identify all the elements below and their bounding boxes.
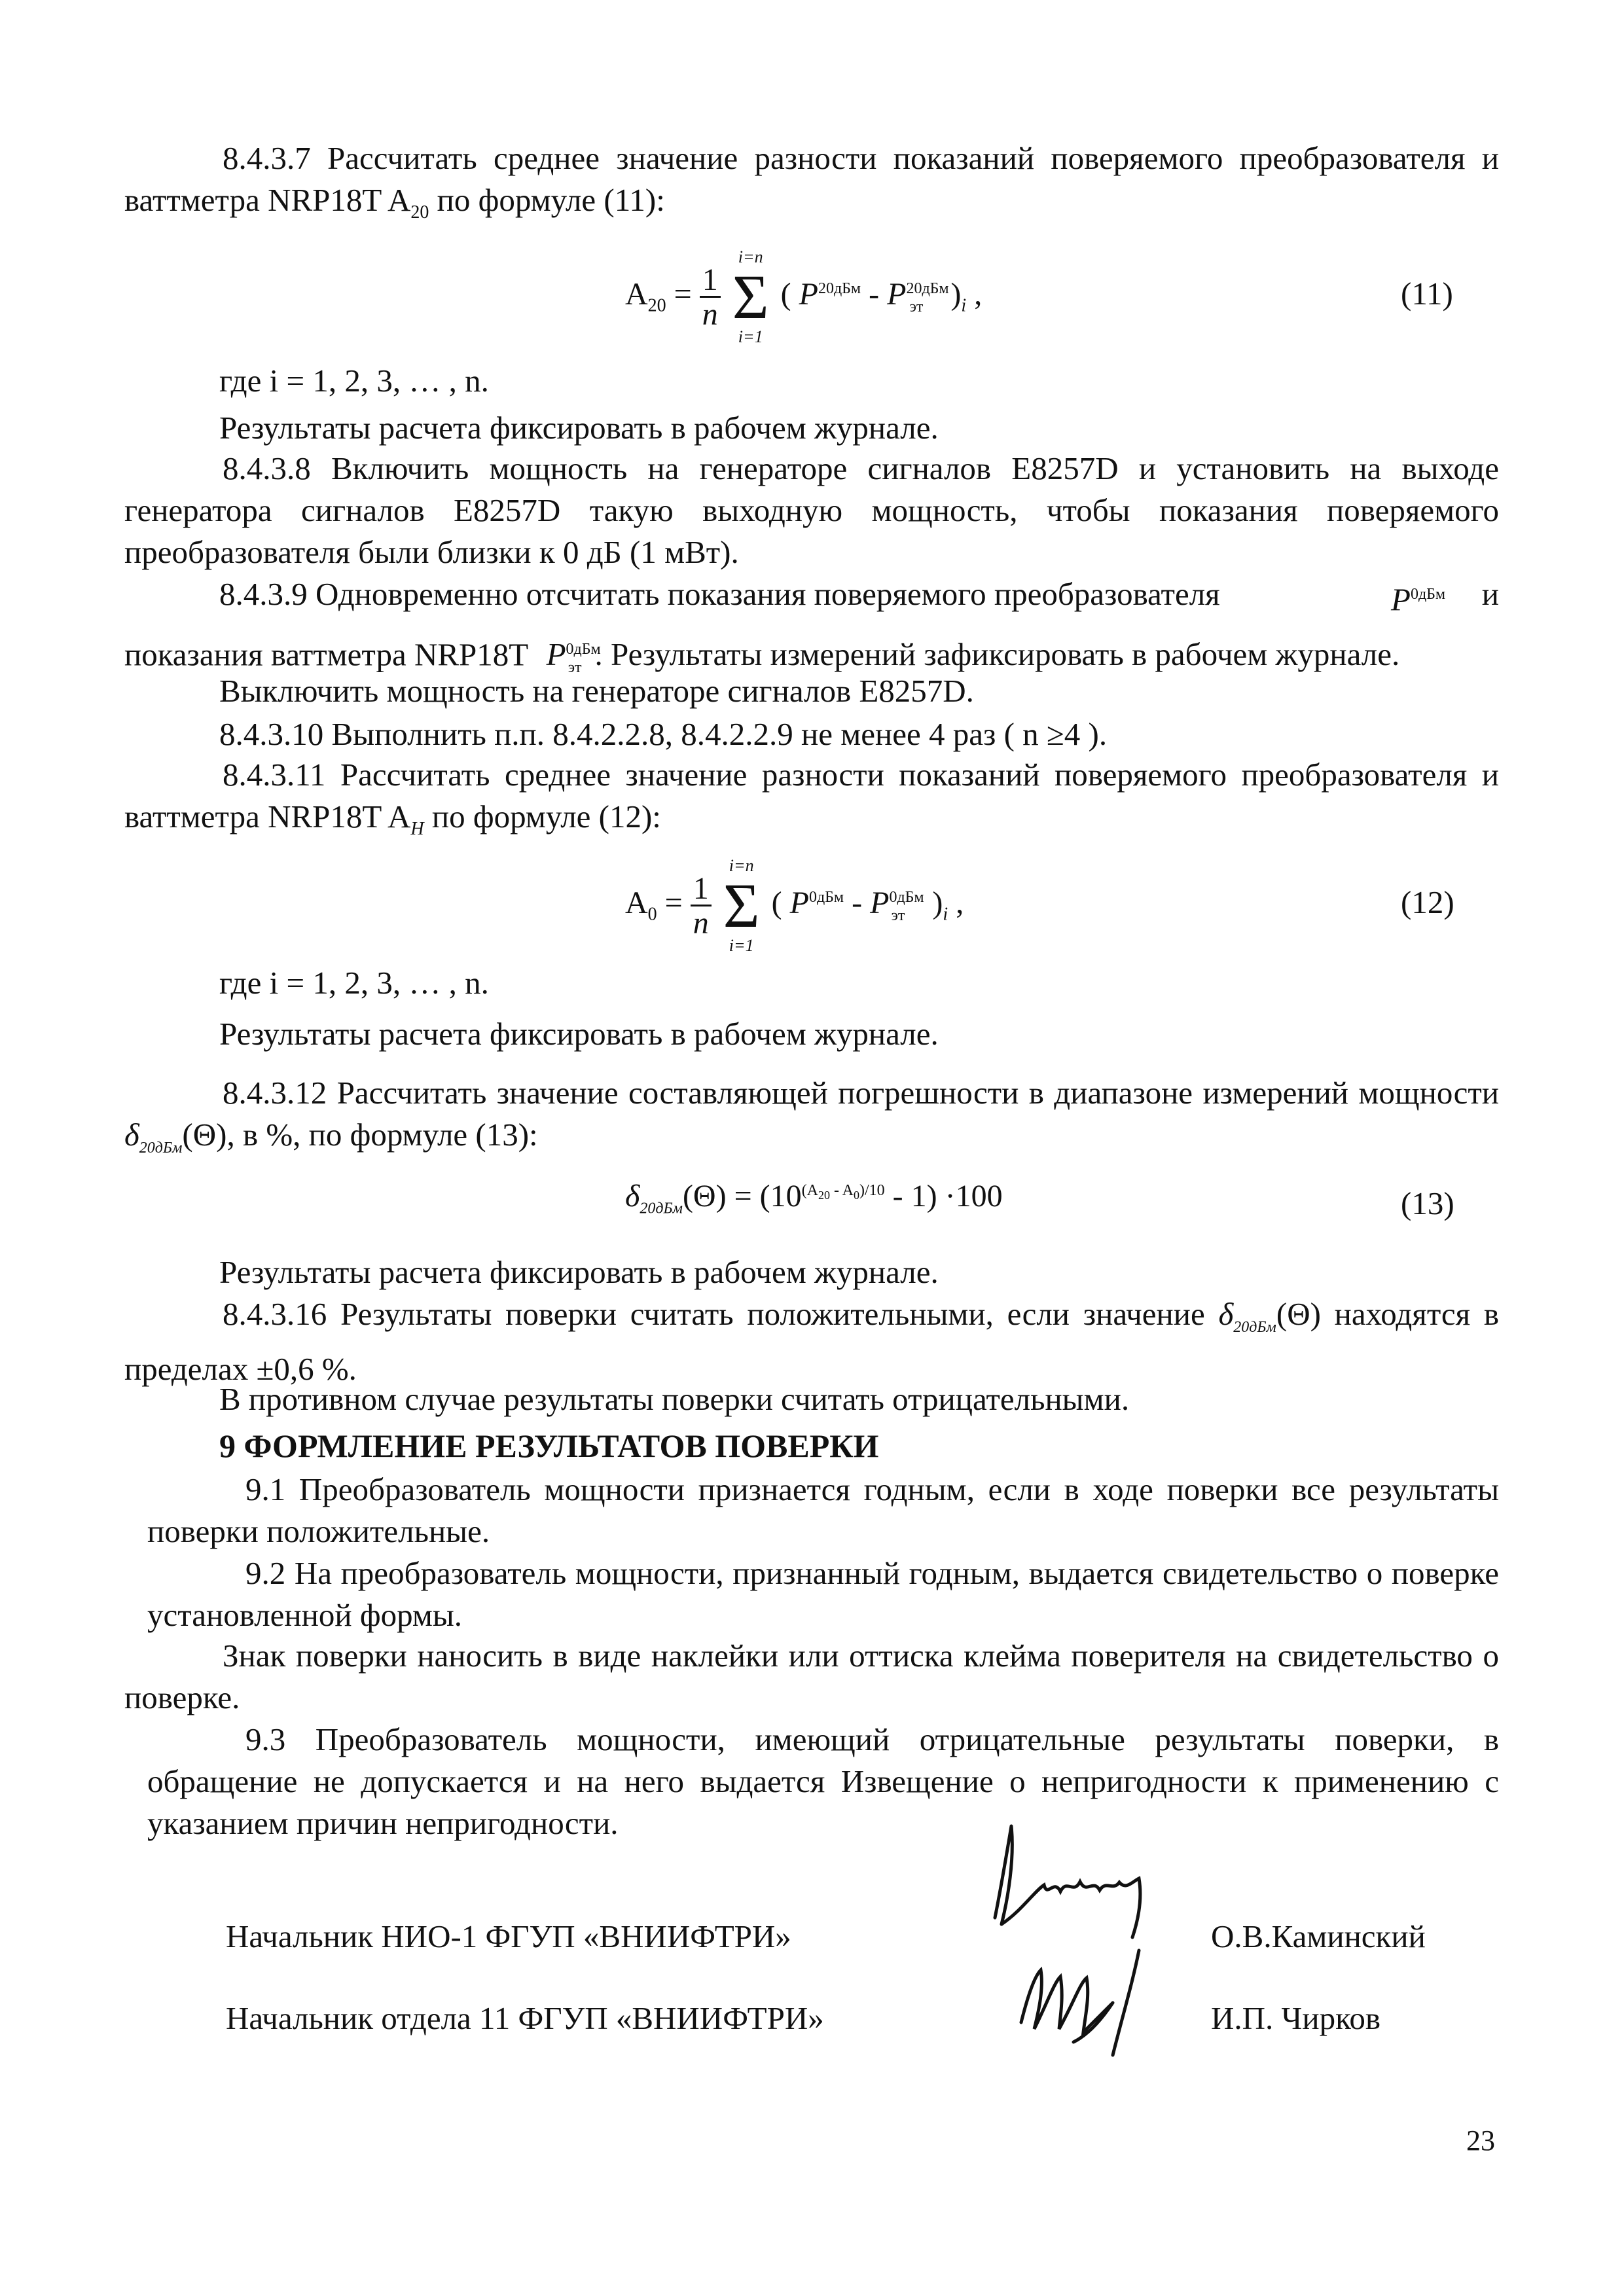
paragraph-8-4-3-9-line1: 8.4.3.9 Одновременно отсчитать показания поверяемого преобразователя $P^{0дБм}$ и xyxy=(219,576,1499,618)
result-note-3: Результаты расчета фиксировать в рабочем журнале. xyxy=(219,1254,939,1290)
paragraph-8-4-3-7: 8.4.3.7 Рассчитать среднее значение разности показаний поверяемого преобразователя и ваттметра NRP18T $A_{20}$ по формуле (11): xyxy=(124,140,1499,223)
signature-position-2: Начальник отдела 11 ФГУП «ВНИИФТРИ» xyxy=(226,2000,824,2036)
where-clause-1: где i = 1, 2, 3, … , n. xyxy=(219,363,489,399)
paragraph-stamp: Знак поверки наносить в виде наклейки или оттиска клейма поверителя на свидетельство о поверке. xyxy=(124,1638,1499,1715)
paragraph-8-4-3-8: 8.4.3.8 Включить мощность на генераторе сигналов E8257D и установить на выходе генератора сигналов E8257D такую выходную мощность, чтобы показания поверяемого преобразователя были близки к 0 дБ (1 мВт). xyxy=(124,450,1499,570)
result-note-1: Результаты расчета фиксировать в рабочем журнале. xyxy=(219,410,939,446)
signature-name-1: О.В.Каминский xyxy=(1211,1918,1426,1954)
paragraph-9-1: 9.1 Преобразователь мощности признается годным, если в ходе поверки все результаты поверки положительные. xyxy=(147,1471,1499,1549)
formula-13: $\delta_{20дБм}(\Theta) = (10^{(A_{20} - A_0)/10} - 1) \cdot 100$ xyxy=(625,1179,1003,1217)
formula-11-number: (11) xyxy=(1401,276,1453,312)
paragraph-9-3: 9.3 Преобразователь мощности, имеющий отрицательные результаты поверки, в обращение не допускается и на него выдается Извещение о непригодности к применению с указанием причин непригодности. xyxy=(147,1721,1499,1841)
section-heading: 9 ФОРМЛЕНИЕ РЕЗУЛЬТАТОВ ПОВЕРКИ xyxy=(219,1427,879,1464)
formula-11: $A_{20}$ = $\frac{1}{n}$ i=n Σ i=1 ( $P^{20дБм} - P^{20дБм}_{эт}$ )$_i$ , xyxy=(625,247,983,346)
signature-name-2: И.П. Чирков xyxy=(1211,2000,1381,2036)
handwritten-signature-2 xyxy=(1008,1924,1172,2062)
result-note-2: Результаты расчета фиксировать в рабочем журнале. xyxy=(219,1016,939,1052)
paragraph-8-4-3-12: 8.4.3.12 Рассчитать значение составляющей погрешности в диапазоне измерений мощности $\delta_{20дБм}(\Theta)$, в %, по формуле (13): xyxy=(124,1075,1499,1157)
paragraph-8-4-3-10: 8.4.3.10 Выполнить п.п. 8.4.2.2.8, 8.4.2.2.9 не менее 4 раз ( n ≥4 ). xyxy=(219,716,1108,752)
paragraph-8-4-3-9-line2: показания ваттметра NRP18T $P^{0дБм}_{эт}$ . Результаты измерений зафиксировать в рабочем журнале. xyxy=(124,636,1400,677)
formula-13-number: (13) xyxy=(1401,1185,1454,1221)
page-number: 23 xyxy=(1466,2125,1495,2157)
signature-position-1: Начальник НИО-1 ФГУП «ВНИИФТРИ» xyxy=(226,1918,791,1954)
paragraph-8-4-3-11: 8.4.3.11 Рассчитать среднее значение разности показаний поверяемого преобразователя и ваттметра NRP18T $A_Н$ по формуле (12): xyxy=(124,757,1499,839)
paragraph-power-off: Выключить мощность на генераторе сигналов E8257D. xyxy=(219,673,974,709)
paragraph-negative-result: В противном случае результаты поверки считать отрицательными. xyxy=(219,1381,1130,1417)
where-clause-2: где i = 1, 2, 3, … , n. xyxy=(219,965,489,1001)
paragraph-8-4-3-16: 8.4.3.16 Результаты поверки считать положительными, если значение $\delta_{20дБм}(\Theta)$ находятся в пределах ±0,6 %. xyxy=(124,1296,1500,1387)
formula-12: $A_0$ = $\frac{1}{n}$ i=n Σ i=1 ( $P^{0дБм} - P^{0дБм}_{эт}$ )$_i$ , xyxy=(625,856,964,955)
paragraph-9-2: 9.2 На преобразователь мощности, признанный годным, выдается свидетельство о поверке установленной формы. xyxy=(147,1555,1499,1633)
formula-12-number: (12) xyxy=(1401,884,1454,920)
